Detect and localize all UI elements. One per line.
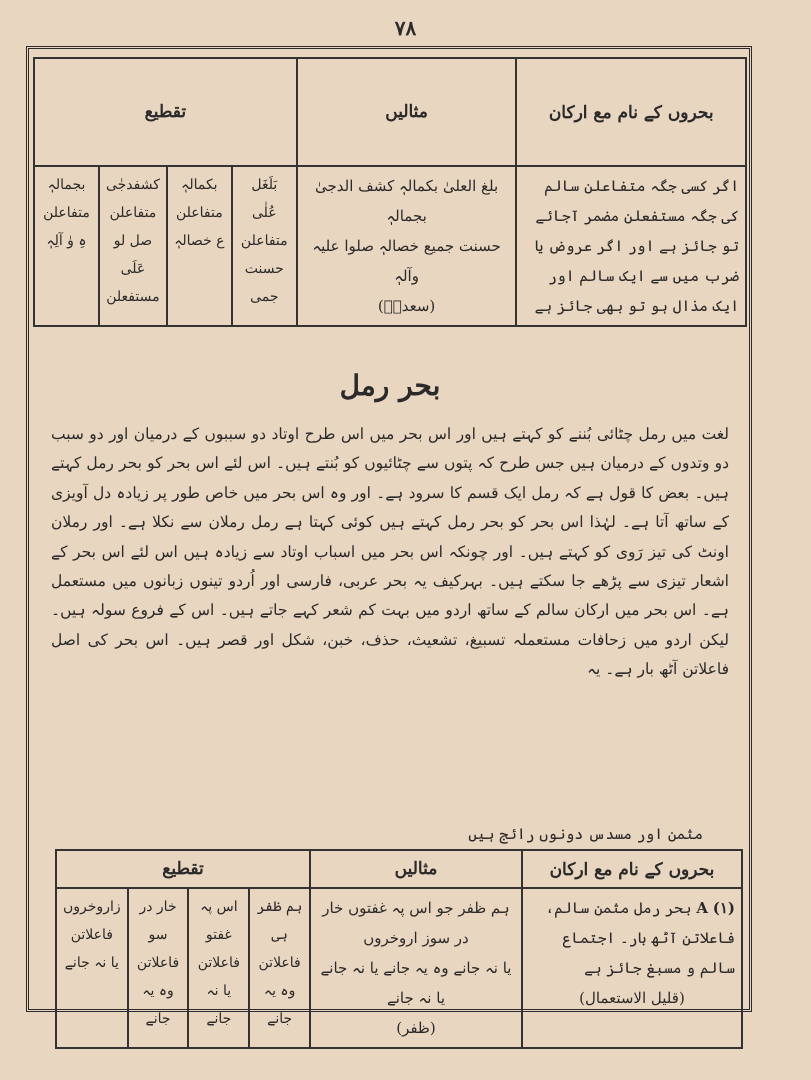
example-verse-2: یا نہ جانے وہ یہ جانے یا نہ جانے یا نہ جانے — [320, 959, 512, 1007]
meter-description — [522, 888, 742, 1048]
row-marker: A — [696, 899, 708, 917]
scansion-foot: متفاعلن — [109, 205, 157, 221]
scansion-segment: وہ یہ جانے — [142, 983, 174, 1027]
header-examples: مثالیں — [310, 850, 522, 888]
scansion-col — [128, 888, 189, 1048]
bottom-table — [55, 849, 743, 1049]
example-cell — [297, 166, 517, 326]
scansion-col — [232, 166, 297, 326]
scansion-segment: حسنت جمی — [244, 261, 284, 305]
scansion-foot: متفاعلن — [176, 205, 223, 221]
page-number: ۷۸ — [394, 16, 417, 40]
scansion-col — [99, 166, 167, 326]
scansion-foot: فاعلاتن — [197, 955, 240, 971]
header-names: بحروں کے نام مع ارکان — [516, 58, 746, 166]
example-verse-1: بلغ العلیٰ بکمالہٖ کشف الدجیٰ بجمالہٖ — [315, 177, 499, 225]
example-poet: (سعدیؒ) — [377, 297, 436, 315]
meter-note: (قلیل الاستعمال) — [579, 989, 685, 1007]
scansion-segment: بَلَغَل عُلٰی — [251, 177, 278, 221]
scansion-segment: صل لو عَلَی — [113, 233, 153, 277]
example-verse-1: ہم ظفر جو اس پہ غفتوں خار در سوز اروخروں — [322, 899, 510, 947]
scansion-segment: بکمالہٖ — [181, 177, 218, 193]
scansion-foot: متفاعلن — [43, 205, 90, 221]
header-scansion: تقطیع — [56, 850, 310, 888]
scansion-segment: خار در سو — [139, 899, 177, 943]
scansion-segment: وہ یہ جانے — [263, 983, 296, 1027]
top-table — [33, 57, 747, 327]
example-poet: (ظفر) — [396, 1019, 436, 1037]
scansion-segment: ع خصالہٖ — [174, 233, 225, 249]
scansion-foot: فاعلاتن — [136, 955, 180, 971]
scansion-segment: یا نہ جانے — [64, 955, 119, 971]
header-examples: مثالیں — [297, 58, 517, 166]
scansion-segment: اس پہ غفتو — [200, 899, 238, 943]
scansion-foot: فاعلاتن — [258, 955, 301, 971]
rimal-section — [37, 325, 743, 803]
scansion-col — [56, 888, 128, 1048]
example-verse-2: حسنت جمیع خصالہٖ صلوا علیہ وآلہٖ — [312, 237, 501, 285]
section-title: بحر رمل — [339, 369, 441, 402]
scansion-col — [249, 888, 310, 1048]
scansion-foot: فاعلاتن — [70, 927, 113, 943]
scansion-segment: زاروخروں — [63, 899, 121, 915]
note-line: مثمن اور مسدس دونوں رائج ہیں — [468, 825, 703, 843]
scansion-foot: متفاعلن — [240, 233, 288, 249]
header-scansion: تقطیع — [34, 58, 297, 166]
scansion-foot: مستفعلن — [106, 289, 160, 305]
scansion-col — [167, 166, 232, 326]
row-number: (۱) — [712, 899, 735, 917]
scansion-col — [188, 888, 249, 1048]
meter-description: اگر کسی جگہ متفاعلن سالم کی جگہ مستفعلن مضمر آجائے تو جائز ہے اور اگر عروض یا ضرب میں سے ایک سالم اور ایک مذال ہو تو بھی جائز ہے — [516, 166, 746, 326]
scansion-segment: یا نہ جانے — [206, 983, 232, 1027]
header-names: بحروں کے نام مع ارکان — [522, 850, 742, 888]
example-cell — [310, 888, 522, 1048]
page-frame — [26, 46, 752, 1037]
scansion-segment: بجمالہٖ — [47, 177, 86, 193]
scansion-segment: ہِ وٰ آلِہٖ — [46, 233, 87, 249]
meter-name-text: بحر رمل مثمن سالم، فاعلاتن آٹھ بار۔ اجتماع سالم و مسبغ جائز ہے — [545, 899, 735, 977]
scansion-col — [34, 166, 99, 326]
section-paragraph: لغت میں رمل چٹائی بُننے کو کہتے ہیں اور اس بحر میں اس طرح اوتاد دو سببوں کے درمیان اور دو سبب دو وتدوں کے درمیان ہیں جس طرح کہ پتوں سے چٹائیوں کو بُنتے ہیں۔ اس لئے اس بحر کو بحر رمل کہتے ہیں۔ بعض کا قول ہے کہ رمل ایک قسم کا سرود ہے۔ اور وہ اس بحر میں خاص طور پر زیادہ دل آویزی کے ساتھ آتا ہے۔ لہٰذا اس بحر کو بحر رمل کہتے ہیں کوئی کہتا ہے رمل رملان سے نکلا ہے۔ اور رملان اونٹ کی تیز رَوی کو کہتے ہیں۔ اور چونکہ اس بحر میں اسباب اوتاد سے زیادہ ہیں اس لئے اس بحر کے اشعار تیزی سے پڑھے جا سکتے ہیں۔ بہرکیف یہ بحر عربی، فارسی اور اُردو تینوں زبانوں میں مستعمل ہے۔ اس بحر میں ارکان سالم کے ساتھ اردو میں بہت کم شعر کہے جاتے ہیں۔ اس کے فروع سولہ ہیں۔ لیکن اردو میں زحافات مستعملہ تسبیغ، تشعیث، حذف، خبن، شکل اور قصر ہیں۔ اس بحر کی اصل فاعلاتن آٹھ بار ہے۔ یہ — [51, 425, 729, 679]
scansion-segment: ہم ظفر ہی — [256, 899, 303, 943]
scansion-segment: کشفدجٰی — [105, 177, 160, 193]
